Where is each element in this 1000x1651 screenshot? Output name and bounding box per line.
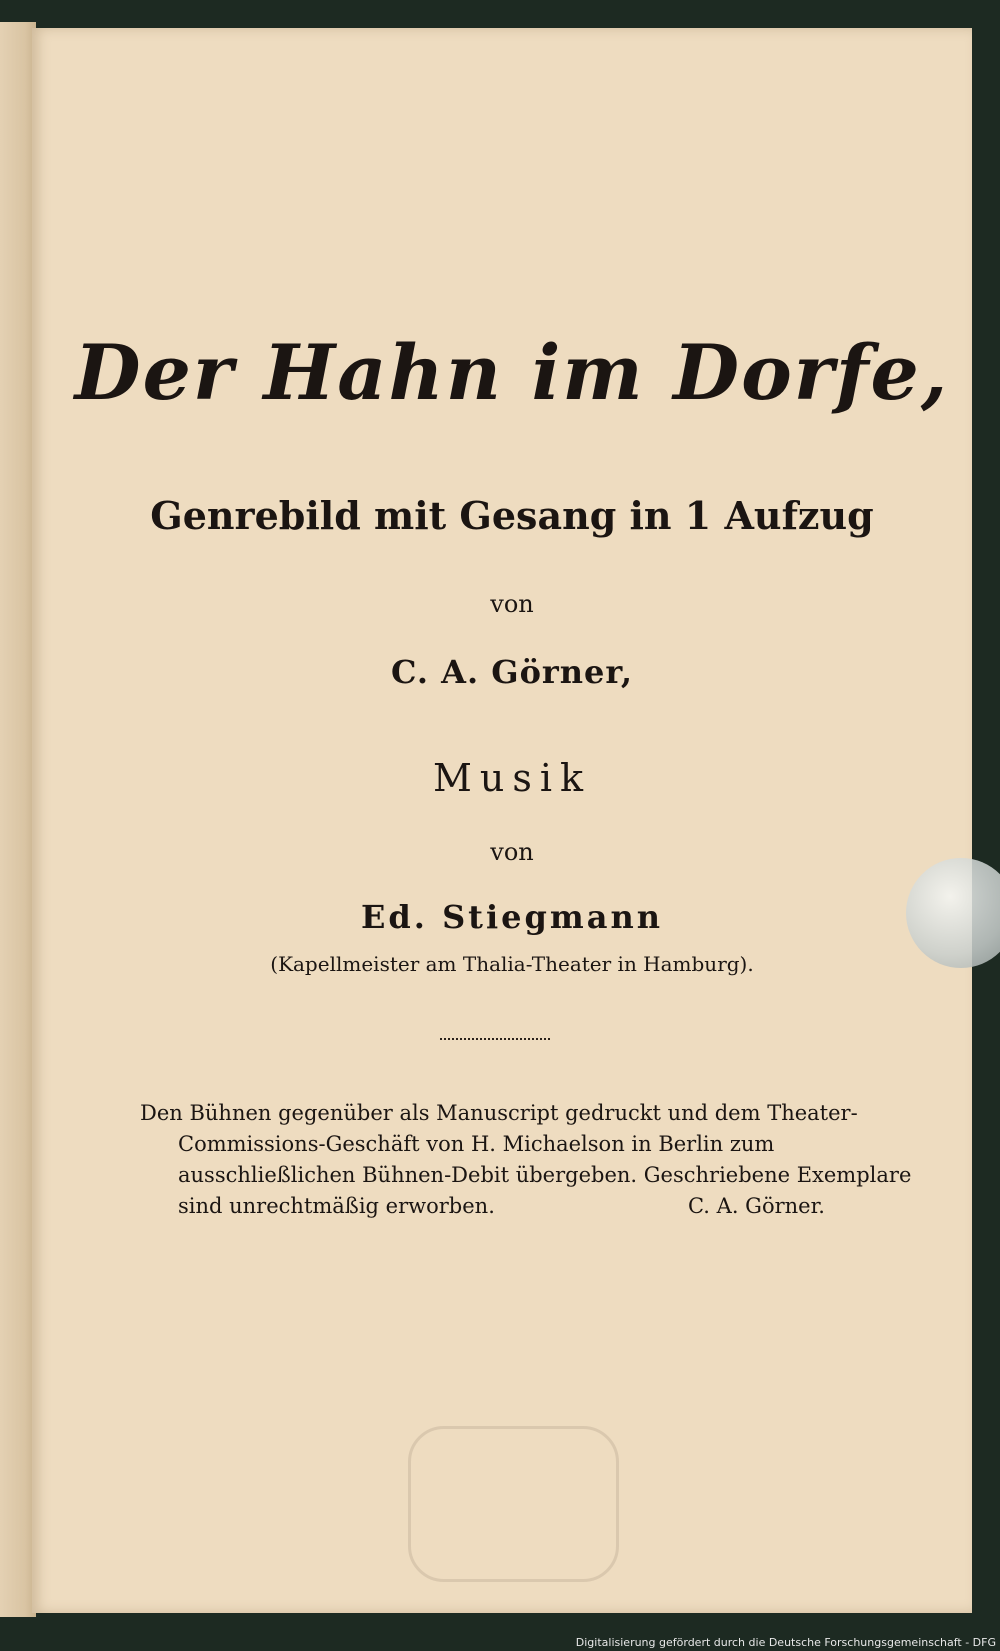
play-title: Der Hahn im Dorfe, (74, 328, 950, 417)
rights-notice (140, 1098, 912, 1222)
digitization-credit: Digitalisierung gefördert durch die Deutsche Forschungsgemeinschaft - DFG (575, 1636, 996, 1649)
notice-line-2: Commissions-Geschäft von H. Michaelson in Berlin zum (178, 1132, 775, 1156)
book-spine-edge (0, 22, 36, 1617)
author-name: C. A. Görner, (390, 653, 634, 691)
notice-signature: C. A. Görner. (687, 1194, 825, 1218)
title-page (32, 28, 972, 1613)
library-stamp (408, 1426, 619, 1582)
music-by-label: von (490, 838, 534, 866)
composer-name: Ed. Stiegmann (361, 898, 663, 936)
play-subtitle: Genrebild mit Gesang in 1 Aufzug (150, 493, 874, 538)
by-label: von (490, 590, 534, 618)
notice-line-1: Den Bühnen gegenüber als Manuscript gedruckt und dem Theater- (140, 1101, 858, 1125)
dotted-divider (440, 1038, 550, 1040)
notice-line-3: ausschließlichen Bühnen-Debit übergeben. Geschriebene Exemplare (178, 1163, 912, 1187)
music-heading: Musik (432, 756, 592, 800)
composer-note: (Kapellmeister am Thalia-Theater in Hamburg). (270, 952, 754, 976)
notice-line-4 (140, 1191, 855, 1222)
notice-line-4-text: sind unrechtmäßig erworben. (178, 1194, 495, 1218)
